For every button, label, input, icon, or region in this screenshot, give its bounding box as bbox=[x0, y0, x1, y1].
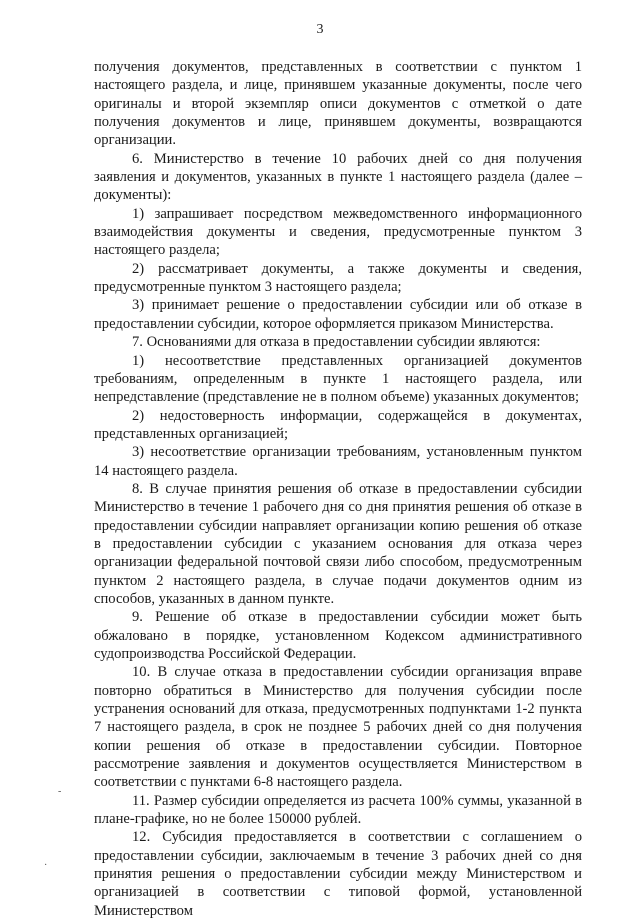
paragraph-item-8: 8. В случае принятия решения об отказе в предоставлении субсидии Министерство в течение 1 рабочего дня со дня принятия решения об отказе в предоставлении субсидии направляет организации копию решения об отказе в предоставлении субсидии с указанием основания для отказа через организации федеральной почтовой связи либо способом, предусмотренным пунктом 2 настоящего раздела, в случае подачи документов одним из способов, указанных в данном пункте. bbox=[94, 480, 582, 607]
paragraph-item-7-3: 3) несоответствие организации требованиям, установленным пунктом 14 настоящего раздела. bbox=[94, 444, 582, 479]
paragraph-item-6-3: 3) принимает решение о предоставлении субсидии или об отказе в предоставлении субсидии, которое оформляется приказом Министерства. bbox=[94, 297, 582, 332]
paragraph-item-12: 12. Субсидия предоставляется в соответствии с соглашением о предоставлении субсидии, заключаемым в течение 3 рабочих дней со дня принятия решения о предоставлении субсидии между Министерством и организацией в соответствии с типовой формой, установленной Министерством bbox=[94, 829, 582, 919]
paragraph-item-7-1: 1) несоответствие представленных организацией документов требованиям, определенным в пункте 1 настоящего раздела, или непредставление (представление не в полном объеме) указанных документов; bbox=[94, 352, 582, 406]
scan-mark: - bbox=[58, 786, 62, 797]
paragraph-item-7-2: 2) недостоверность информации, содержащейся в документах, представленных организацией; bbox=[94, 407, 582, 442]
paragraph-continuation: получения документов, представленных в соответствии с пунктом 1 настоящего раздела, и лице, принявшем указанные документы, после чего оригиналы и второй экземпляр описи документов с отметкой о дате получения документов и лице, принявшем документы, возвращаются организации. bbox=[94, 59, 582, 149]
paragraph-item-7: 7. Основаниями для отказа в предоставлении субсидии являются: bbox=[132, 334, 541, 351]
page-number: 3 bbox=[316, 22, 324, 37]
paragraph-item-6-2: 2) рассматривает документы, а также документы и сведения, предусмотренные пунктом 3 настоящего раздела; bbox=[94, 260, 582, 296]
paragraph-item-9: 9. Решение об отказе в предоставлении субсидии может быть обжаловано в порядке, установленном Кодексом административного судопроизводства Российской Федерации. bbox=[94, 609, 582, 662]
paragraph-item-6-1: 1) запрашивает посредством межведомственного информационного взаимодействия документы и сведения, предусмотренные пунктом 3 настоящего раздела; bbox=[94, 205, 582, 259]
paragraph-item-10: 10. В случае отказа в предоставлении субсидии организация вправе повторно обратиться в Министерство для получения субсидии после устранения оснований для отказа, предусмотренных подпунктами 1-2 пункта 7 настоящего раздела, в срок не позднее 5 рабочих дней со дня получения копии решения об отказе в предоставлении субсидии. Повторное рассмотрение заявления и документов осуществляется Министерством в соответствии с пунктами 6-8 настоящего раздела. bbox=[94, 664, 582, 791]
paragraph-item-11: 11. Размер субсидии определяется из расчета 100% суммы, указанной в плане-графике, но не более 150000 рублей. bbox=[94, 792, 582, 828]
scan-mark: · bbox=[44, 860, 48, 871]
document-body bbox=[94, 58, 582, 920]
paragraph-item-6: 6. Министерство в течение 10 рабочих дней со дня получения заявления и документов, указанных в пункте 1 настоящего раздела (далее – документы): bbox=[94, 150, 582, 204]
